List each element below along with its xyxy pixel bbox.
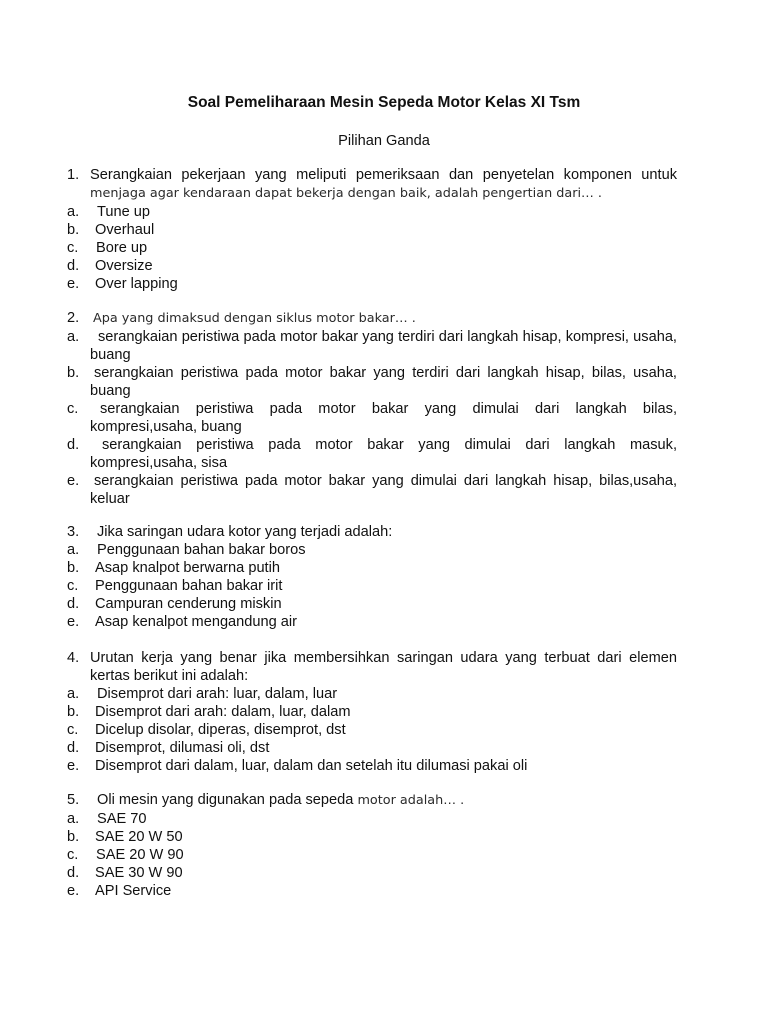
question-number: 5. xyxy=(67,792,80,808)
option-text: Campuran cenderung miskin xyxy=(95,596,282,612)
question-stem xyxy=(0,791,768,810)
document-subtitle: Pilihan Ganda xyxy=(338,133,430,149)
option-letter: b. xyxy=(67,365,80,381)
option-text: Disemprot dari arah: dalam, luar, dalam xyxy=(95,704,351,720)
option-letter: b. xyxy=(67,222,80,238)
option-letter: e. xyxy=(67,758,80,774)
answer-option xyxy=(0,757,768,775)
question-number: 3. xyxy=(67,524,80,540)
option-letter: d. xyxy=(67,596,80,612)
option-text: SAE 20 W 50 xyxy=(95,829,183,845)
question-stem xyxy=(0,523,768,541)
option-letter: c. xyxy=(67,578,79,594)
answer-option xyxy=(0,275,768,293)
option-letter: a. xyxy=(67,204,80,220)
question-text-alt: menjaga agar kendaraan dapat bekerja dengan baik, adalah pengertian dari… . xyxy=(90,186,602,201)
answer-option xyxy=(0,595,768,613)
answer-option xyxy=(0,882,768,900)
answer-option xyxy=(0,472,768,508)
answer-option xyxy=(0,221,768,239)
answer-option xyxy=(0,364,768,400)
option-text: Asap knalpot berwarna putih xyxy=(95,560,280,576)
option-text: serangkaian peristiwa pada motor bakar yang terdiri dari langkah hisap, bilas, usaha, buang xyxy=(90,365,677,399)
answer-option xyxy=(0,541,768,559)
answer-option xyxy=(0,810,768,828)
option-letter: d. xyxy=(67,437,80,453)
option-text: serangkaian peristiwa pada motor bakar yang dimulai dari langkah hisap, bilas,usaha, keluar xyxy=(90,473,677,507)
option-letter: c. xyxy=(67,847,79,863)
option-text: Over lapping xyxy=(95,276,178,292)
option-letter: e. xyxy=(67,614,80,630)
option-text: Tune up xyxy=(97,204,151,220)
question-4 xyxy=(0,649,768,775)
answer-option xyxy=(0,721,768,739)
option-letter: e. xyxy=(67,473,80,489)
option-text: Dicelup disolar, diperas, disemprot, dst xyxy=(95,722,346,738)
answer-option xyxy=(0,577,768,595)
option-text: SAE 20 W 90 xyxy=(96,847,184,863)
option-letter: c. xyxy=(67,401,79,417)
option-text: serangkaian peristiwa pada motor bakar yang dimulai dari langkah masuk, kompresi,usaha, sisa xyxy=(90,437,677,471)
option-letter: b. xyxy=(67,829,80,845)
option-letter: c. xyxy=(67,240,79,256)
answer-option xyxy=(0,613,768,631)
option-text: Penggunaan bahan bakar irit xyxy=(95,578,283,594)
option-text: SAE 70 xyxy=(97,811,147,827)
answer-option xyxy=(0,239,768,257)
option-letter: a. xyxy=(67,329,80,345)
question-number: 1. xyxy=(67,167,80,183)
option-letter: d. xyxy=(67,740,80,756)
question-text: Jika saringan udara kotor yang terjadi adalah: xyxy=(97,524,393,540)
question-text-alt: motor adalah… . xyxy=(357,793,465,808)
question-stem xyxy=(0,649,768,685)
option-letter: a. xyxy=(67,686,80,702)
question-5 xyxy=(0,791,768,900)
answer-option xyxy=(0,864,768,882)
option-text: SAE 30 W 90 xyxy=(95,865,183,881)
answer-option xyxy=(0,685,768,703)
answer-option xyxy=(0,559,768,577)
answer-option xyxy=(0,703,768,721)
option-letter: e. xyxy=(67,883,80,899)
option-letter: b. xyxy=(67,704,80,720)
question-stem xyxy=(0,166,768,203)
option-text: Oversize xyxy=(95,258,153,274)
question-text-alt: Apa yang dimaksud dengan siklus motor bakar… . xyxy=(93,311,416,326)
answer-option xyxy=(0,400,768,436)
option-letter: b. xyxy=(67,560,80,576)
question-2 xyxy=(0,309,768,508)
answer-option xyxy=(0,436,768,472)
option-text: Bore up xyxy=(96,240,148,256)
answer-option xyxy=(0,846,768,864)
option-text: serangkaian peristiwa pada motor bakar yang dimulai dari langkah bilas, kompresi,usaha, buang xyxy=(90,401,677,435)
question-3 xyxy=(0,523,768,631)
option-text: Disemprot dari dalam, luar, dalam dan setelah itu dilumasi pakai oli xyxy=(95,758,528,774)
option-letter: d. xyxy=(67,258,80,274)
answer-option xyxy=(0,739,768,757)
option-text: serangkaian peristiwa pada motor bakar yang terdiri dari langkah hisap, kompresi, usaha, buang xyxy=(90,329,677,363)
option-text: API Service xyxy=(95,883,172,899)
option-letter: e. xyxy=(67,276,80,292)
question-1 xyxy=(0,166,768,293)
answer-option xyxy=(0,828,768,846)
document-title: Soal Pemeliharaan Mesin Sepeda Motor Kelas XI Tsm xyxy=(187,94,581,111)
option-letter: c. xyxy=(67,722,79,738)
option-text: Asap kenalpot mengandung air xyxy=(95,614,298,630)
option-text: Disemprot dari arah: luar, dalam, luar xyxy=(97,686,338,702)
question-text: Serangkaian pekerjaan yang meliputi pemeriksaan dan penyetelan komponen untuk xyxy=(90,167,677,183)
answer-option xyxy=(0,328,768,364)
option-text: Penggunaan bahan bakar boros xyxy=(97,542,306,558)
option-letter: a. xyxy=(67,811,80,827)
option-letter: a. xyxy=(67,542,80,558)
question-number: 4. xyxy=(67,650,80,666)
question-text: Oli mesin yang digunakan pada sepeda xyxy=(97,792,354,808)
question-number: 2. xyxy=(67,310,80,326)
question-stem xyxy=(0,309,768,328)
question-text: Urutan kerja yang benar jika membersihkan saringan udara yang terbuat dari elemen kertas berikut ini adalah: xyxy=(90,650,677,684)
option-text: Disemprot, dilumasi oli, dst xyxy=(95,740,270,756)
answer-option xyxy=(0,257,768,275)
option-letter: d. xyxy=(67,865,80,881)
option-text: Overhaul xyxy=(95,222,155,238)
answer-option xyxy=(0,203,768,221)
